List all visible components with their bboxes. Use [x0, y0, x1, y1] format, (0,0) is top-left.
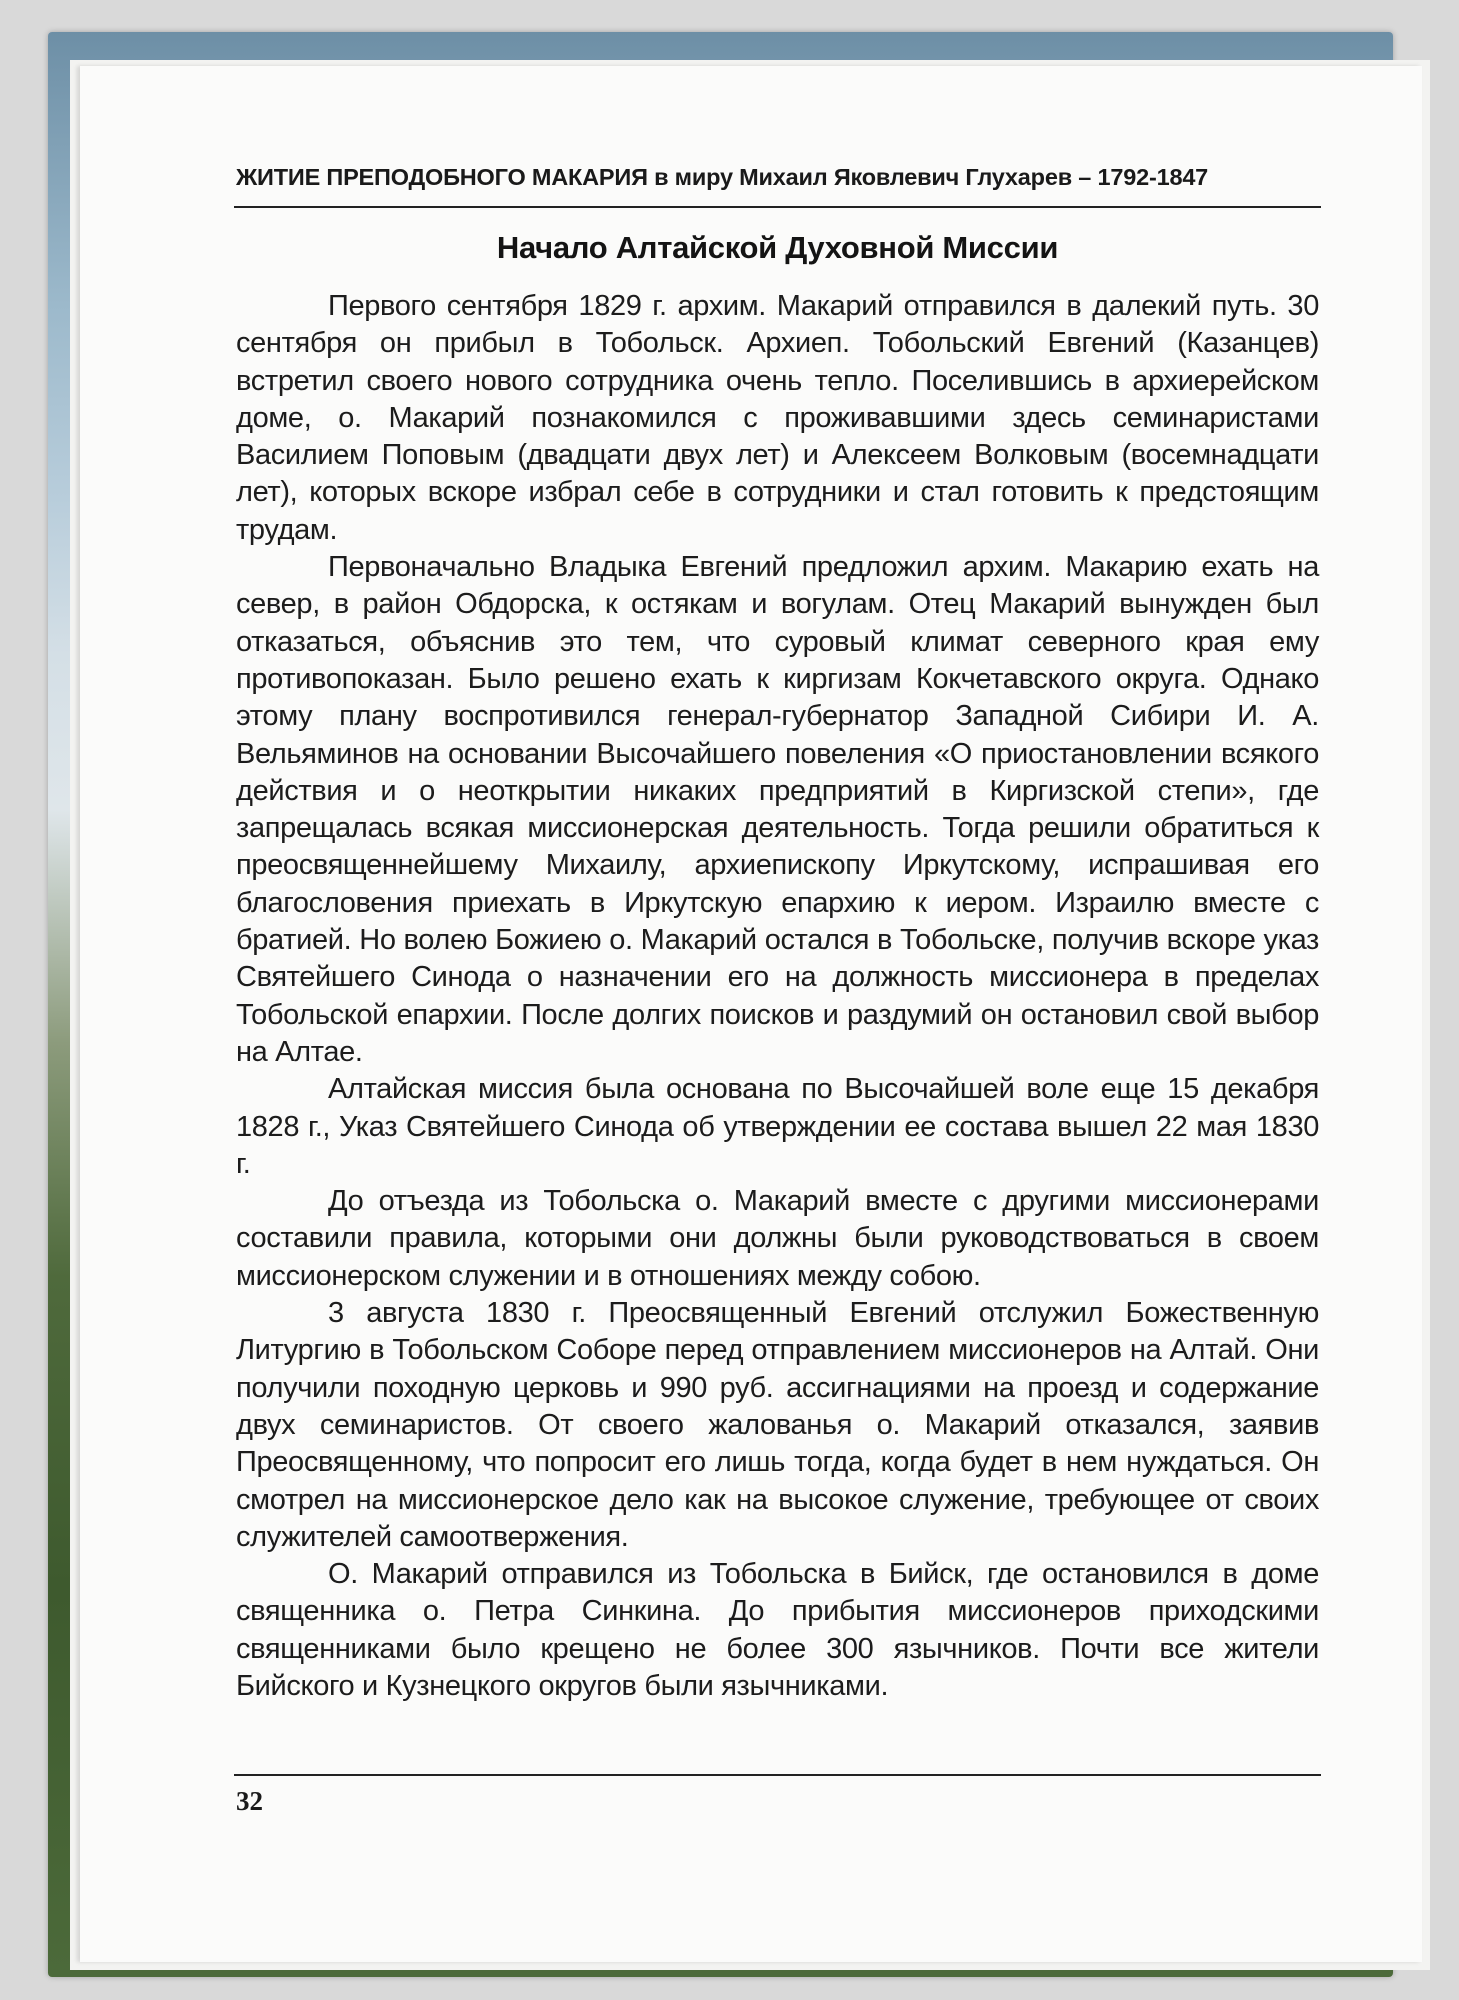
page-number: 32 — [236, 1786, 263, 1816]
paragraph: Первого сентября 1829 г. архим. Макарий отправился в далекий путь. 30 сентября он прибыл в Тобольск. Архиеп. Тобольский Евгений (Казанцев) встретил своего нового сотрудника очень тепло. Поселившись в архиерейском доме, о. Макарий познакомился с проживавшими здесь семинаристами Василием Поповым (двадцати двух лет) и Алексеем Волковым (восемнадцати лет), которых вскоре избрал себе в сотрудники и стал готовить к предстоящим трудам. — [236, 290, 1319, 546]
paragraph: О. Макарий отправился из Тобольска в Бийск, где остановился в доме священника о. Петра Синкина. До прибытия миссионеров приходскими священниками было крещено не более 300 язычников. Почти все жители Бийского и Кузнецкого округов были язычниками. — [236, 1558, 1319, 1702]
paragraph: Алтайская миссия была основана по Высочайшей воле еще 15 декабря 1828 г., Указ Святейшего Синода об утверждении ее состава вышел 22 мая 1830 г. — [236, 1073, 1319, 1180]
header-rule — [234, 206, 1321, 208]
paragraph: До отъезда из Тобольска о. Макарий вместе с другими миссионерами составили правила, которыми они должны были руководствоваться в своем миссионерском служении и в отношениях между собою. — [236, 1185, 1319, 1292]
body-text — [236, 288, 1319, 1705]
running-header: ЖИТИЕ ПРЕПОДОБНОГО МАКАРИЯ в миру Михаил Яковлевич Глухарев – 1792-1847 — [236, 164, 1209, 190]
footer-rule — [234, 1774, 1321, 1776]
chapter-title: Начало Алтайской Духовной Миссии — [496, 230, 1059, 265]
paragraph: 3 августа 1830 г. Преосвященный Евгений отслужил Божественную Литургию в Тобольском Соборе перед отправлением миссионеров на Алтай. Они получили походную церковь и 990 руб. ассигнациями на проезд и содержание двух семинаристов. От своего жалованья о. Макарий отказался, заявив Преосвященному, что попросит его лишь тогда, когда будет в нем нуждаться. Он смотрел на миссионерское дело как на высокое служение, требующее от своих служителей самоотвержения. — [236, 1297, 1319, 1553]
paragraph: Первоначально Владыка Евгений предложил архим. Макарию ехать на север, в район Обдорска, к остякам и вогулам. Отец Макарий вынужден был отказаться, объяснив это тем, что суровый климат северного края ему противопоказан. Было решено ехать к киргизам Кокчетавского округа. Однако этому плану воспротивился генерал-губернатор Западной Сибири И. А. Вельяминов на основании Высочайшего повеления «О приостановлении всякого действия и о неоткрытии никаких предприятий в Киргизской степи», где запрещалась всякая миссионерская деятельность. Тогда решили обратиться к преосвященнейшему Михаилу, архиепископу Иркутскому, испрашивая его благословения приехать в Иркутскую епархию к иером. Израилю вместе с братией. Но волею Божиею о. Макарий остался в Тобольске, получив вскоре указ Святейшего Синода о назначении его на должность миссионера в пределах Тобольской епархии. После долгих поисков и раздумий он остановил свой выбор на Алтае. — [236, 551, 1319, 1068]
